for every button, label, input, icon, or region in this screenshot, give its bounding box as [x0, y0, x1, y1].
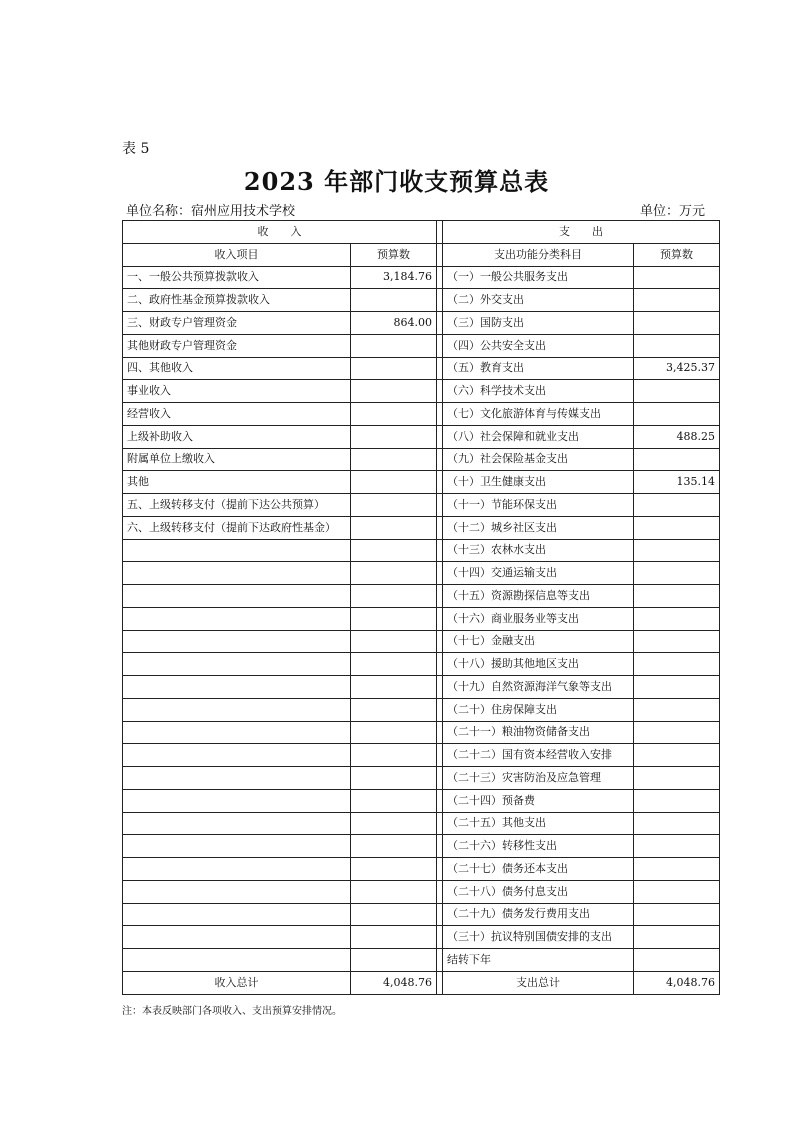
footnote: 注：本表反映部门各项收入、支出预算安排情况。	[122, 1006, 342, 1017]
income-item-cell: 六、上级转移支付（提前下达政府性基金）	[123, 516, 351, 539]
table-row	[123, 539, 720, 562]
table-row	[123, 835, 720, 858]
expense-item-cell: （二十二）国有资本经营收入安排	[443, 744, 634, 767]
income-item-cell	[123, 949, 351, 972]
expense-total-value: 4,048.76	[634, 971, 720, 994]
income-amount-cell	[351, 607, 437, 630]
table-number: 表 5	[122, 141, 150, 157]
income-amount-cell	[351, 289, 437, 312]
expense-item-cell: （二十六）转移性支出	[443, 835, 634, 858]
table-row	[123, 266, 720, 289]
expense-amount-cell	[634, 380, 720, 403]
income-amount-cell	[351, 516, 437, 539]
expense-amount-cell	[634, 812, 720, 835]
expense-amount-cell	[634, 289, 720, 312]
expense-amount-cell	[634, 494, 720, 517]
income-item-cell	[123, 744, 351, 767]
expense-item-cell: （十五）资源勘探信息等支出	[443, 585, 634, 608]
income-item-cell: 上级补助收入	[123, 425, 351, 448]
expense-amount-header: 预算数	[634, 243, 720, 266]
income-item-cell	[123, 880, 351, 903]
expense-amount-cell	[634, 858, 720, 881]
income-item-cell	[123, 812, 351, 835]
page-title: 2023 年部门收支预算总表	[243, 167, 550, 196]
income-amount-cell	[351, 471, 437, 494]
income-item-cell: 四、其他收入	[123, 357, 351, 380]
income-item-cell: 事业收入	[123, 380, 351, 403]
expense-item-cell: （二）外交支出	[443, 289, 634, 312]
table-row	[123, 380, 720, 403]
income-item-cell	[123, 630, 351, 653]
expense-amount-cell	[634, 789, 720, 812]
expense-item-cell: （六）科学技术支出	[443, 380, 634, 403]
income-item-cell	[123, 767, 351, 790]
expense-item-cell: （十八）援助其他地区支出	[443, 653, 634, 676]
table-row	[123, 334, 720, 357]
table-row	[123, 858, 720, 881]
income-amount-cell	[351, 698, 437, 721]
income-section-header: 收 入	[123, 221, 437, 244]
income-item-cell: 五、上级转移支付（提前下达公共预算）	[123, 494, 351, 517]
expense-amount-cell	[634, 926, 720, 949]
unit-name: 单位名称：宿州应用技术学校	[126, 204, 296, 219]
expense-amount-cell	[634, 607, 720, 630]
expense-amount-cell	[634, 880, 720, 903]
expense-amount-cell	[634, 653, 720, 676]
table-row	[123, 494, 720, 517]
income-amount-cell	[351, 562, 437, 585]
expense-amount-cell	[634, 516, 720, 539]
income-item-cell: 二、政府性基金预算拨款收入	[123, 289, 351, 312]
income-amount-cell	[351, 630, 437, 653]
expense-amount-cell	[634, 721, 720, 744]
expense-item-cell: （十九）自然资源海洋气象等支出	[443, 676, 634, 699]
income-amount-cell	[351, 676, 437, 699]
table-row	[123, 585, 720, 608]
income-item-cell	[123, 903, 351, 926]
expense-amount-cell	[634, 334, 720, 357]
income-item-cell: 经营收入	[123, 403, 351, 426]
expense-item-cell: （二十三）灾害防治及应急管理	[443, 767, 634, 790]
income-amount-cell	[351, 789, 437, 812]
income-amount-cell	[351, 721, 437, 744]
income-item-cell: 附属单位上缴收入	[123, 448, 351, 471]
column-header-row	[123, 243, 720, 266]
table-row	[123, 289, 720, 312]
income-item-cell	[123, 653, 351, 676]
table-row	[123, 516, 720, 539]
income-total-label: 收入总计	[123, 971, 351, 994]
income-item-header: 收入项目	[123, 243, 351, 266]
totals-row	[123, 971, 720, 994]
income-amount-cell	[351, 357, 437, 380]
income-amount-cell	[351, 539, 437, 562]
expense-amount-cell: 488.25	[634, 425, 720, 448]
expense-amount-cell	[634, 539, 720, 562]
expense-amount-cell	[634, 585, 720, 608]
income-item-cell	[123, 835, 351, 858]
expense-item-cell: （二十八）债务付息支出	[443, 880, 634, 903]
budget-table	[122, 220, 720, 995]
expense-item-cell: （二十一）粮油物资储备支出	[443, 721, 634, 744]
expense-item-cell: （五）教育支出	[443, 357, 634, 380]
expense-item-cell: （十三）农林水支出	[443, 539, 634, 562]
table-row	[123, 471, 720, 494]
income-item-cell	[123, 607, 351, 630]
table-row	[123, 789, 720, 812]
table-row	[123, 949, 720, 972]
income-amount-cell	[351, 494, 437, 517]
expense-amount-cell: 135.14	[634, 471, 720, 494]
expense-item-cell: 结转下年	[443, 949, 634, 972]
table-row	[123, 312, 720, 335]
expense-amount-cell	[634, 835, 720, 858]
income-amount-cell	[351, 949, 437, 972]
expense-amount-cell	[634, 266, 720, 289]
income-amount-cell	[351, 812, 437, 835]
table-row	[123, 903, 720, 926]
income-amount-cell	[351, 880, 437, 903]
table-row	[123, 653, 720, 676]
income-item-cell	[123, 676, 351, 699]
table-row	[123, 767, 720, 790]
income-item-cell	[123, 789, 351, 812]
expense-item-cell: （九）社会保险基金支出	[443, 448, 634, 471]
expense-item-cell: （十七）金融支出	[443, 630, 634, 653]
income-amount-cell	[351, 403, 437, 426]
income-amount-cell	[351, 425, 437, 448]
expense-total-label: 支出总计	[443, 971, 634, 994]
income-item-cell: 一、一般公共预算拨款收入	[123, 266, 351, 289]
income-amount-header: 预算数	[351, 243, 437, 266]
table-row	[123, 630, 720, 653]
expense-amount-cell: 3,425.37	[634, 357, 720, 380]
expense-amount-cell	[634, 767, 720, 790]
income-item-cell	[123, 539, 351, 562]
expense-item-cell: （二十七）债务还本支出	[443, 858, 634, 881]
income-amount-cell	[351, 744, 437, 767]
expense-item-cell: （三）国防支出	[443, 312, 634, 335]
income-item-cell: 其他	[123, 471, 351, 494]
income-amount-cell	[351, 926, 437, 949]
income-item-cell	[123, 858, 351, 881]
expense-item-cell: （十二）城乡社区支出	[443, 516, 634, 539]
table-row	[123, 926, 720, 949]
table-row	[123, 676, 720, 699]
income-amount-cell	[351, 835, 437, 858]
income-item-cell	[123, 585, 351, 608]
expense-item-cell: （二十四）预备费	[443, 789, 634, 812]
expense-item-cell: （二十）住房保障支出	[443, 698, 634, 721]
unit-label: 单位：万元	[640, 204, 706, 219]
expense-item-header: 支出功能分类科目	[443, 243, 634, 266]
expense-amount-cell	[634, 630, 720, 653]
table-row	[123, 562, 720, 585]
expense-amount-cell	[634, 903, 720, 926]
income-amount-cell	[351, 448, 437, 471]
expense-amount-cell	[634, 562, 720, 585]
section-header-row	[123, 221, 720, 244]
income-amount-cell: 864.00	[351, 312, 437, 335]
expense-amount-cell	[634, 403, 720, 426]
income-item-cell	[123, 562, 351, 585]
income-item-cell	[123, 721, 351, 744]
table-row	[123, 721, 720, 744]
income-amount-cell	[351, 858, 437, 881]
expense-item-cell: （十四）交通运输支出	[443, 562, 634, 585]
income-amount-cell	[351, 334, 437, 357]
income-item-cell: 三、财政专户管理资金	[123, 312, 351, 335]
table-row	[123, 403, 720, 426]
expense-item-cell: （七）文化旅游体育与传媒支出	[443, 403, 634, 426]
expense-amount-cell	[634, 698, 720, 721]
table-row	[123, 425, 720, 448]
expense-amount-cell	[634, 676, 720, 699]
income-total-value: 4,048.76	[351, 971, 437, 994]
income-amount-cell	[351, 767, 437, 790]
table-row	[123, 357, 720, 380]
expense-item-cell: （二十五）其他支出	[443, 812, 634, 835]
table-row	[123, 744, 720, 767]
expense-section-header: 支 出	[443, 221, 720, 244]
expense-item-cell: （一）一般公共服务支出	[443, 266, 634, 289]
table-row	[123, 812, 720, 835]
expense-item-cell: （八）社会保障和就业支出	[443, 425, 634, 448]
table-row	[123, 698, 720, 721]
income-item-cell	[123, 698, 351, 721]
table-row	[123, 607, 720, 630]
expense-item-cell: （十）卫生健康支出	[443, 471, 634, 494]
expense-item-cell: （三十）抗议特别国债安排的支出	[443, 926, 634, 949]
income-amount-cell	[351, 903, 437, 926]
income-amount-cell	[351, 380, 437, 403]
table-row	[123, 448, 720, 471]
income-item-cell: 其他财政专户管理资金	[123, 334, 351, 357]
expense-amount-cell	[634, 744, 720, 767]
expense-amount-cell	[634, 448, 720, 471]
expense-amount-cell	[634, 949, 720, 972]
income-amount-cell	[351, 585, 437, 608]
expense-item-cell: （十一）节能环保支出	[443, 494, 634, 517]
expense-item-cell: （四）公共安全支出	[443, 334, 634, 357]
income-amount-cell	[351, 653, 437, 676]
expense-item-cell: （二十九）债务发行费用支出	[443, 903, 634, 926]
expense-item-cell: （十六）商业服务业等支出	[443, 607, 634, 630]
income-item-cell	[123, 926, 351, 949]
expense-amount-cell	[634, 312, 720, 335]
table-row	[123, 880, 720, 903]
income-amount-cell: 3,184.76	[351, 266, 437, 289]
